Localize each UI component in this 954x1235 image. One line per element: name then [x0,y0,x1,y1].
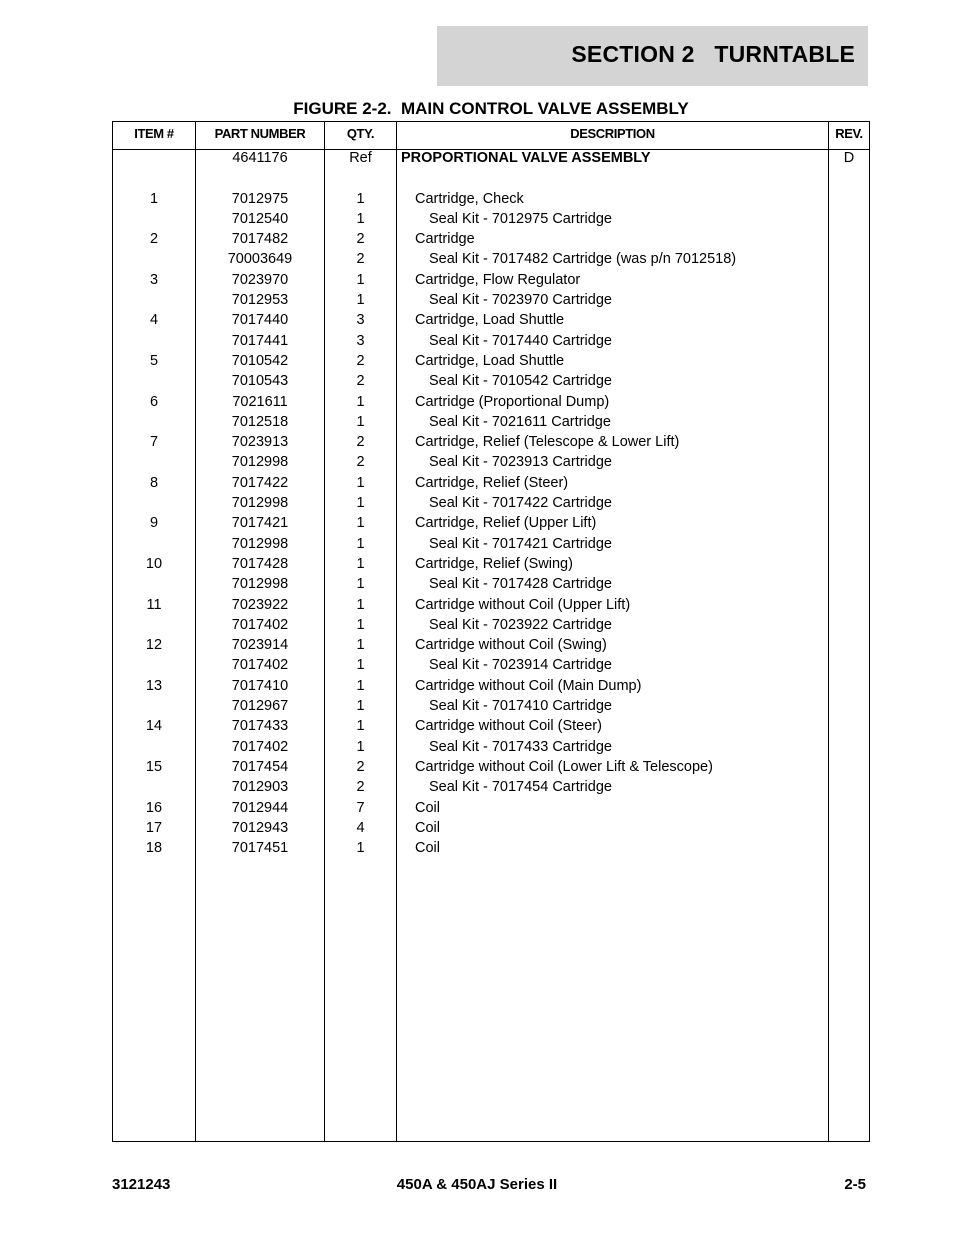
cell-description: Cartridge, Relief (Swing) [415,555,573,572]
cell-description: Cartridge without Coil (Upper Lift) [415,596,631,613]
table-row [113,595,869,615]
cell-qty: 3 [356,332,365,349]
table-row [113,716,869,736]
cell-qty: 1 [356,698,365,715]
table-row [113,757,869,777]
cell-item: 14 [145,718,163,735]
cell-description: Seal Kit - 7023914 Cartridge [429,657,612,674]
cell-description: Coil [415,799,440,816]
table-body [113,148,869,858]
cell-item: 10 [145,555,163,572]
cell-item: 15 [145,758,163,775]
table-row [113,513,869,533]
cell-part-number: 7012903 [231,779,289,796]
cell-item: 11 [146,596,162,613]
cell-description: Seal Kit - 7021611 Cartridge [429,413,611,430]
cell-part-number: 7012944 [231,799,289,816]
table-row [113,493,869,513]
cell-item: 9 [149,515,159,532]
cell-qty: 2 [356,454,365,471]
cell-qty: 1 [356,292,365,309]
cell-part-number: 7017441 [231,332,289,349]
cell-part-number: 70003649 [227,251,293,268]
cell-item: 1 [149,190,159,207]
table-row [113,737,869,757]
table-row [113,838,869,858]
cell-part-number: 7023914 [231,637,289,654]
cell-part-number: 7017402 [231,657,289,674]
cell-part-number: 7017410 [231,677,289,694]
table-row [113,432,869,452]
cell-description: Seal Kit - 7023970 Cartridge [429,292,612,309]
cell-qty: 1 [356,413,365,430]
cell-part-number: 7017482 [231,231,289,248]
cell-description: Cartridge, Relief (Steer) [415,474,569,491]
cell-item: 13 [145,677,163,694]
cell-part-number: 7023970 [231,271,289,288]
cell-qty: 1 [356,393,365,410]
cell-description: Cartridge, Relief (Telescope & Lower Lift) [415,434,680,451]
cell-qty: 2 [356,779,365,796]
table-row [113,229,869,249]
header-description: DESCRIPTION [570,126,655,141]
cell-item: 6 [149,393,159,410]
cell-description: Cartridge, Relief (Upper Lift) [415,515,597,532]
cell-part-number: 7010542 [231,352,289,369]
table-row [113,189,869,209]
cell-part-number: 7017402 [231,616,289,633]
cell-description: Cartridge [415,231,475,248]
cell-description: Seal Kit - 7017410 Cartridge [429,698,612,715]
cell-qty: Ref [349,150,372,166]
cell-description: Cartridge, Load Shuttle [415,352,565,369]
cell-description: Coil [415,819,440,836]
cell-qty: 1 [356,718,365,735]
cell-qty: 2 [356,434,365,451]
section-title: SECTION 2 TURNTABLE [571,41,855,67]
cell-qty: 1 [356,738,365,755]
cell-qty: 2 [356,251,365,268]
header-rev: REV. [835,126,863,141]
cell-part-number: 7023913 [231,434,289,451]
cell-description: Seal Kit - 7017454 Cartridge [429,779,612,796]
cell-item: 8 [149,474,159,491]
cell-part-number: 7017454 [231,758,289,775]
table-row [113,209,869,229]
table-spacer-row [113,168,869,188]
table-row [113,696,869,716]
cell-qty: 2 [356,231,365,248]
cell-item: 17 [145,819,163,836]
cell-part-number: 7017440 [231,312,289,329]
parts-table [112,121,870,1142]
cell-description: Cartridge without Coil (Swing) [415,637,607,654]
cell-item: 12 [145,637,163,654]
cell-description: Seal Kit - 7023913 Cartridge [429,454,612,471]
cell-qty: 1 [356,271,365,288]
cell-description: Coil [415,840,440,857]
header-part-number: PART NUMBER [214,126,306,141]
cell-part-number: 4641176 [232,150,288,166]
cell-description: Cartridge, Flow Regulator [415,271,581,288]
cell-qty: 1 [356,657,365,674]
cell-qty: 2 [356,758,365,775]
cell-part-number: 7017402 [231,738,289,755]
cell-qty: 1 [356,840,365,857]
cell-item: 2 [149,231,159,248]
table-row [113,574,869,594]
cell-rev: D [843,150,855,166]
cell-part-number: 7012967 [231,698,289,715]
table-row [113,310,869,330]
table-row [113,554,869,574]
table-row [113,676,869,696]
cell-part-number: 7023922 [231,596,289,613]
cell-qty: 1 [356,535,365,552]
cell-item: 5 [149,352,159,369]
header-item: ITEM # [134,126,174,141]
table-row [113,655,869,675]
cell-part-number: 7012518 [231,413,289,430]
section-header-banner [437,26,868,86]
cell-description: Cartridge, Load Shuttle [415,312,565,329]
cell-part-number: 7012998 [231,535,289,552]
table-row [113,777,869,797]
cell-part-number: 7017428 [231,555,289,572]
cell-description: Seal Kit - 7017422 Cartridge [429,495,612,512]
table-row [113,270,869,290]
cell-part-number: 7012975 [231,190,289,207]
cell-item: 18 [145,840,163,857]
figure-title: FIGURE 2-2. MAIN CONTROL VALVE ASSEMBLY [293,99,689,118]
cell-qty: 1 [356,596,365,613]
cell-part-number: 7017451 [231,840,289,857]
cell-part-number: 7010543 [231,373,289,390]
table-row [113,148,869,168]
cell-qty: 1 [356,190,365,207]
cell-part-number: 7012998 [231,495,289,512]
cell-qty: 1 [356,677,365,694]
header-qty: QTY. [346,126,375,141]
cell-description: Seal Kit - 7010542 Cartridge [429,373,612,390]
cell-part-number: 7017422 [231,474,289,491]
cell-qty: 3 [356,312,365,329]
table-row [113,249,869,269]
table-row [113,331,869,351]
table-row [113,534,869,554]
table-row [113,452,869,472]
cell-description: Seal Kit - 7017433 Cartridge [429,738,612,755]
cell-part-number: 7012540 [231,210,289,227]
cell-description: Seal Kit - 7017482 Cartridge (was p/n 7012518) [429,251,737,268]
cell-qty: 1 [356,474,365,491]
cell-part-number: 7017421 [231,515,289,532]
cell-qty: 1 [356,495,365,512]
cell-qty: 1 [356,637,365,654]
table-row [113,290,869,310]
cell-description: Seal Kit - 7017440 Cartridge [429,332,612,349]
cell-description: Cartridge, Check [415,190,524,207]
cell-part-number: 7021611 [232,393,288,410]
cell-description: Cartridge (Proportional Dump) [415,393,610,410]
cell-part-number: 7012998 [231,576,289,593]
table-row [113,798,869,818]
cell-description: Seal Kit - 7017421 Cartridge [429,535,612,552]
cell-item: 4 [149,312,159,329]
cell-qty: 1 [356,616,365,633]
cell-qty: 1 [356,555,365,572]
table-row [113,818,869,838]
cell-qty: 7 [356,799,365,816]
table-row [113,371,869,391]
cell-item: 16 [145,799,163,816]
table-row [113,473,869,493]
cell-description: PROPORTIONAL VALVE ASSEMBLY [401,150,651,166]
cell-part-number: 7017433 [231,718,289,735]
cell-description: Cartridge without Coil (Main Dump) [415,677,642,694]
cell-qty: 1 [356,515,365,532]
table-row [113,615,869,635]
cell-qty: 2 [356,352,365,369]
cell-description: Seal Kit - 7017428 Cartridge [429,576,612,593]
cell-description: Cartridge without Coil (Lower Lift & Telescope) [415,758,713,775]
footer-doc-number: 3121243 [112,1176,171,1193]
cell-qty: 1 [356,210,365,227]
cell-part-number: 7012953 [231,292,289,309]
cell-description: Cartridge without Coil (Steer) [415,718,602,735]
cell-qty: 1 [356,576,365,593]
cell-description: Seal Kit - 7023922 Cartridge [429,616,612,633]
cell-qty: 4 [356,819,365,836]
cell-item: 7 [149,434,159,451]
table-row [113,392,869,412]
cell-description: Seal Kit - 7012975 Cartridge [429,210,612,227]
footer-model: 450A & 450AJ Series II [396,1176,558,1193]
cell-qty: 2 [356,373,365,390]
table-row [113,412,869,432]
table-row [113,635,869,655]
footer-page-number: 2-5 [844,1176,866,1193]
cell-item: 3 [149,271,159,288]
table-row [113,351,869,371]
cell-part-number: 7012998 [231,454,289,471]
cell-part-number: 7012943 [231,819,289,836]
